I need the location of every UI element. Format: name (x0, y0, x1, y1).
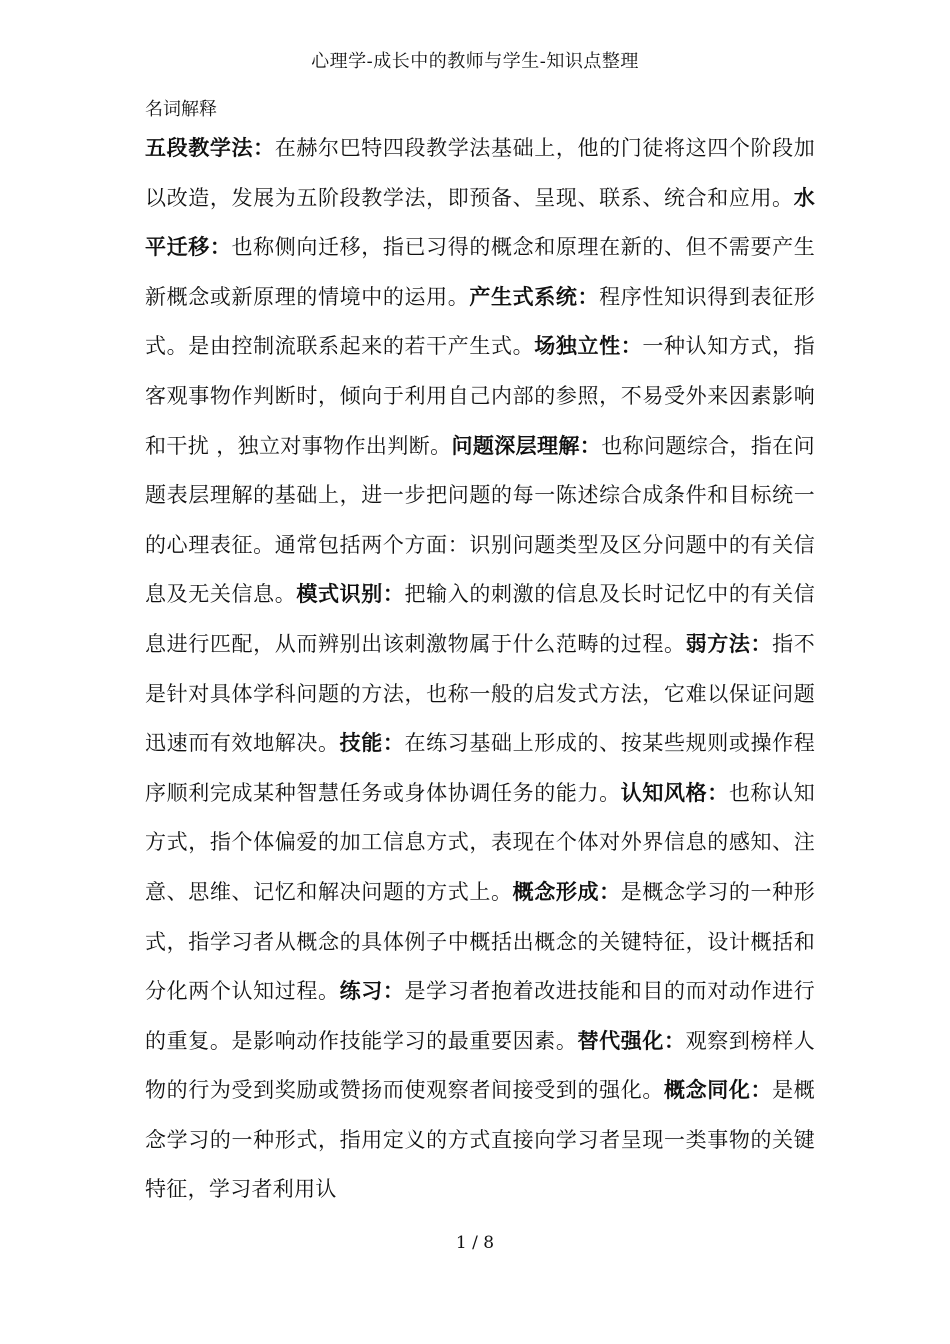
term-产生式系统: 产生式系统： (469, 284, 600, 309)
term-技能: 技能： (339, 731, 405, 756)
term-替代强化: 替代强化： (577, 1028, 686, 1053)
definition-text: 也称问题综合，指在问题表层理解的基础上，进一步把问题的每一陈述综合成条件和目标统一的心理表征。通常包括两个方面：识别问题类型及区分问题中的有关信息及无关信息。 (145, 433, 815, 607)
page-header: 心理学-成长中的教师与学生-知识点整理 (311, 51, 639, 72)
term-练习: 练习： (339, 979, 405, 1004)
term-认知风格: 认知风格： (620, 780, 729, 805)
definition-text: 也称认知方式，指个体偏爱的加工信息方式，表现在个体对外界信息的感知、注意、思维、记忆和解决问题的方式上。 (145, 780, 815, 904)
definition-text: 是概念学习的一种形式，指用定义的方式直接向学习者呈现一类事物的关键特征，学习者利用认 (145, 1078, 816, 1202)
section-title: 名词解释 (145, 99, 217, 120)
term-弱方法: 弱方法： (685, 631, 773, 656)
term-问题深层理解: 问题深层理解： (451, 433, 602, 458)
definition-text: 是学习者抱着改进技能和目的而对动作进行的重复。是影响动作技能学习的最重要因素。 (145, 979, 815, 1053)
definition-text: 一种认知方式，指客观事物作判断时，倾向于利用自己内部的参照，不易受外来因素影响和干扰 ，独立对事物作出判断。 (145, 334, 816, 458)
term-概念同化: 概念同化： (663, 1078, 773, 1103)
definition-text: 观察到榜样人物的行为受到奖励或赞扬而使观察者间接受到的强化。 (145, 1028, 816, 1103)
page-number: 1 / 8 (455, 1233, 495, 1253)
definition-text: 指不是针对具体学科问题的方法，也称一般的启发式方法，它难以保证问题迅速而有效地解决。 (145, 631, 816, 756)
definition-text: 是概念学习的一种形式，指学习者从概念的具体例子中概括出概念的关键特征，设计概括和分化两个认知过程。 (145, 879, 816, 1004)
definition-text: 也称侧向迁移，指已习得的概念和原理在新的、但不需要产生新概念或新原理的情境中的运用。 (145, 235, 815, 309)
definition-text: 程序性知识得到表征形式。是由控制流联系起来的若干产生式。 (145, 284, 815, 359)
term-场独立性: 场独立性： (534, 334, 643, 359)
definition-text: 在赫尔巴特四段教学法基础上，他的门徒将这四个阶段加以改造，发展为五阶段教学法，即预备、呈现、联系、统合和应用。 (145, 136, 815, 210)
term-五段教学法: 五段教学法： (145, 136, 275, 160)
definition-text: 把输入的刺激的信息及长时记忆中的有关信息进行匹配，从而辨别出该刺激物属于什么范畴的过程。 (145, 582, 816, 656)
term-水平迁移: 水平迁移： (145, 185, 815, 260)
definition-text: 在练习基础上形成的、按某些规则或操作程序顺利完成某种智慧任务或身体协调任务的能力。 (145, 731, 815, 805)
definitions-body (145, 124, 815, 1215)
term-概念形成: 概念形成： (512, 879, 621, 904)
term-模式识别: 模式识别： (296, 582, 405, 607)
